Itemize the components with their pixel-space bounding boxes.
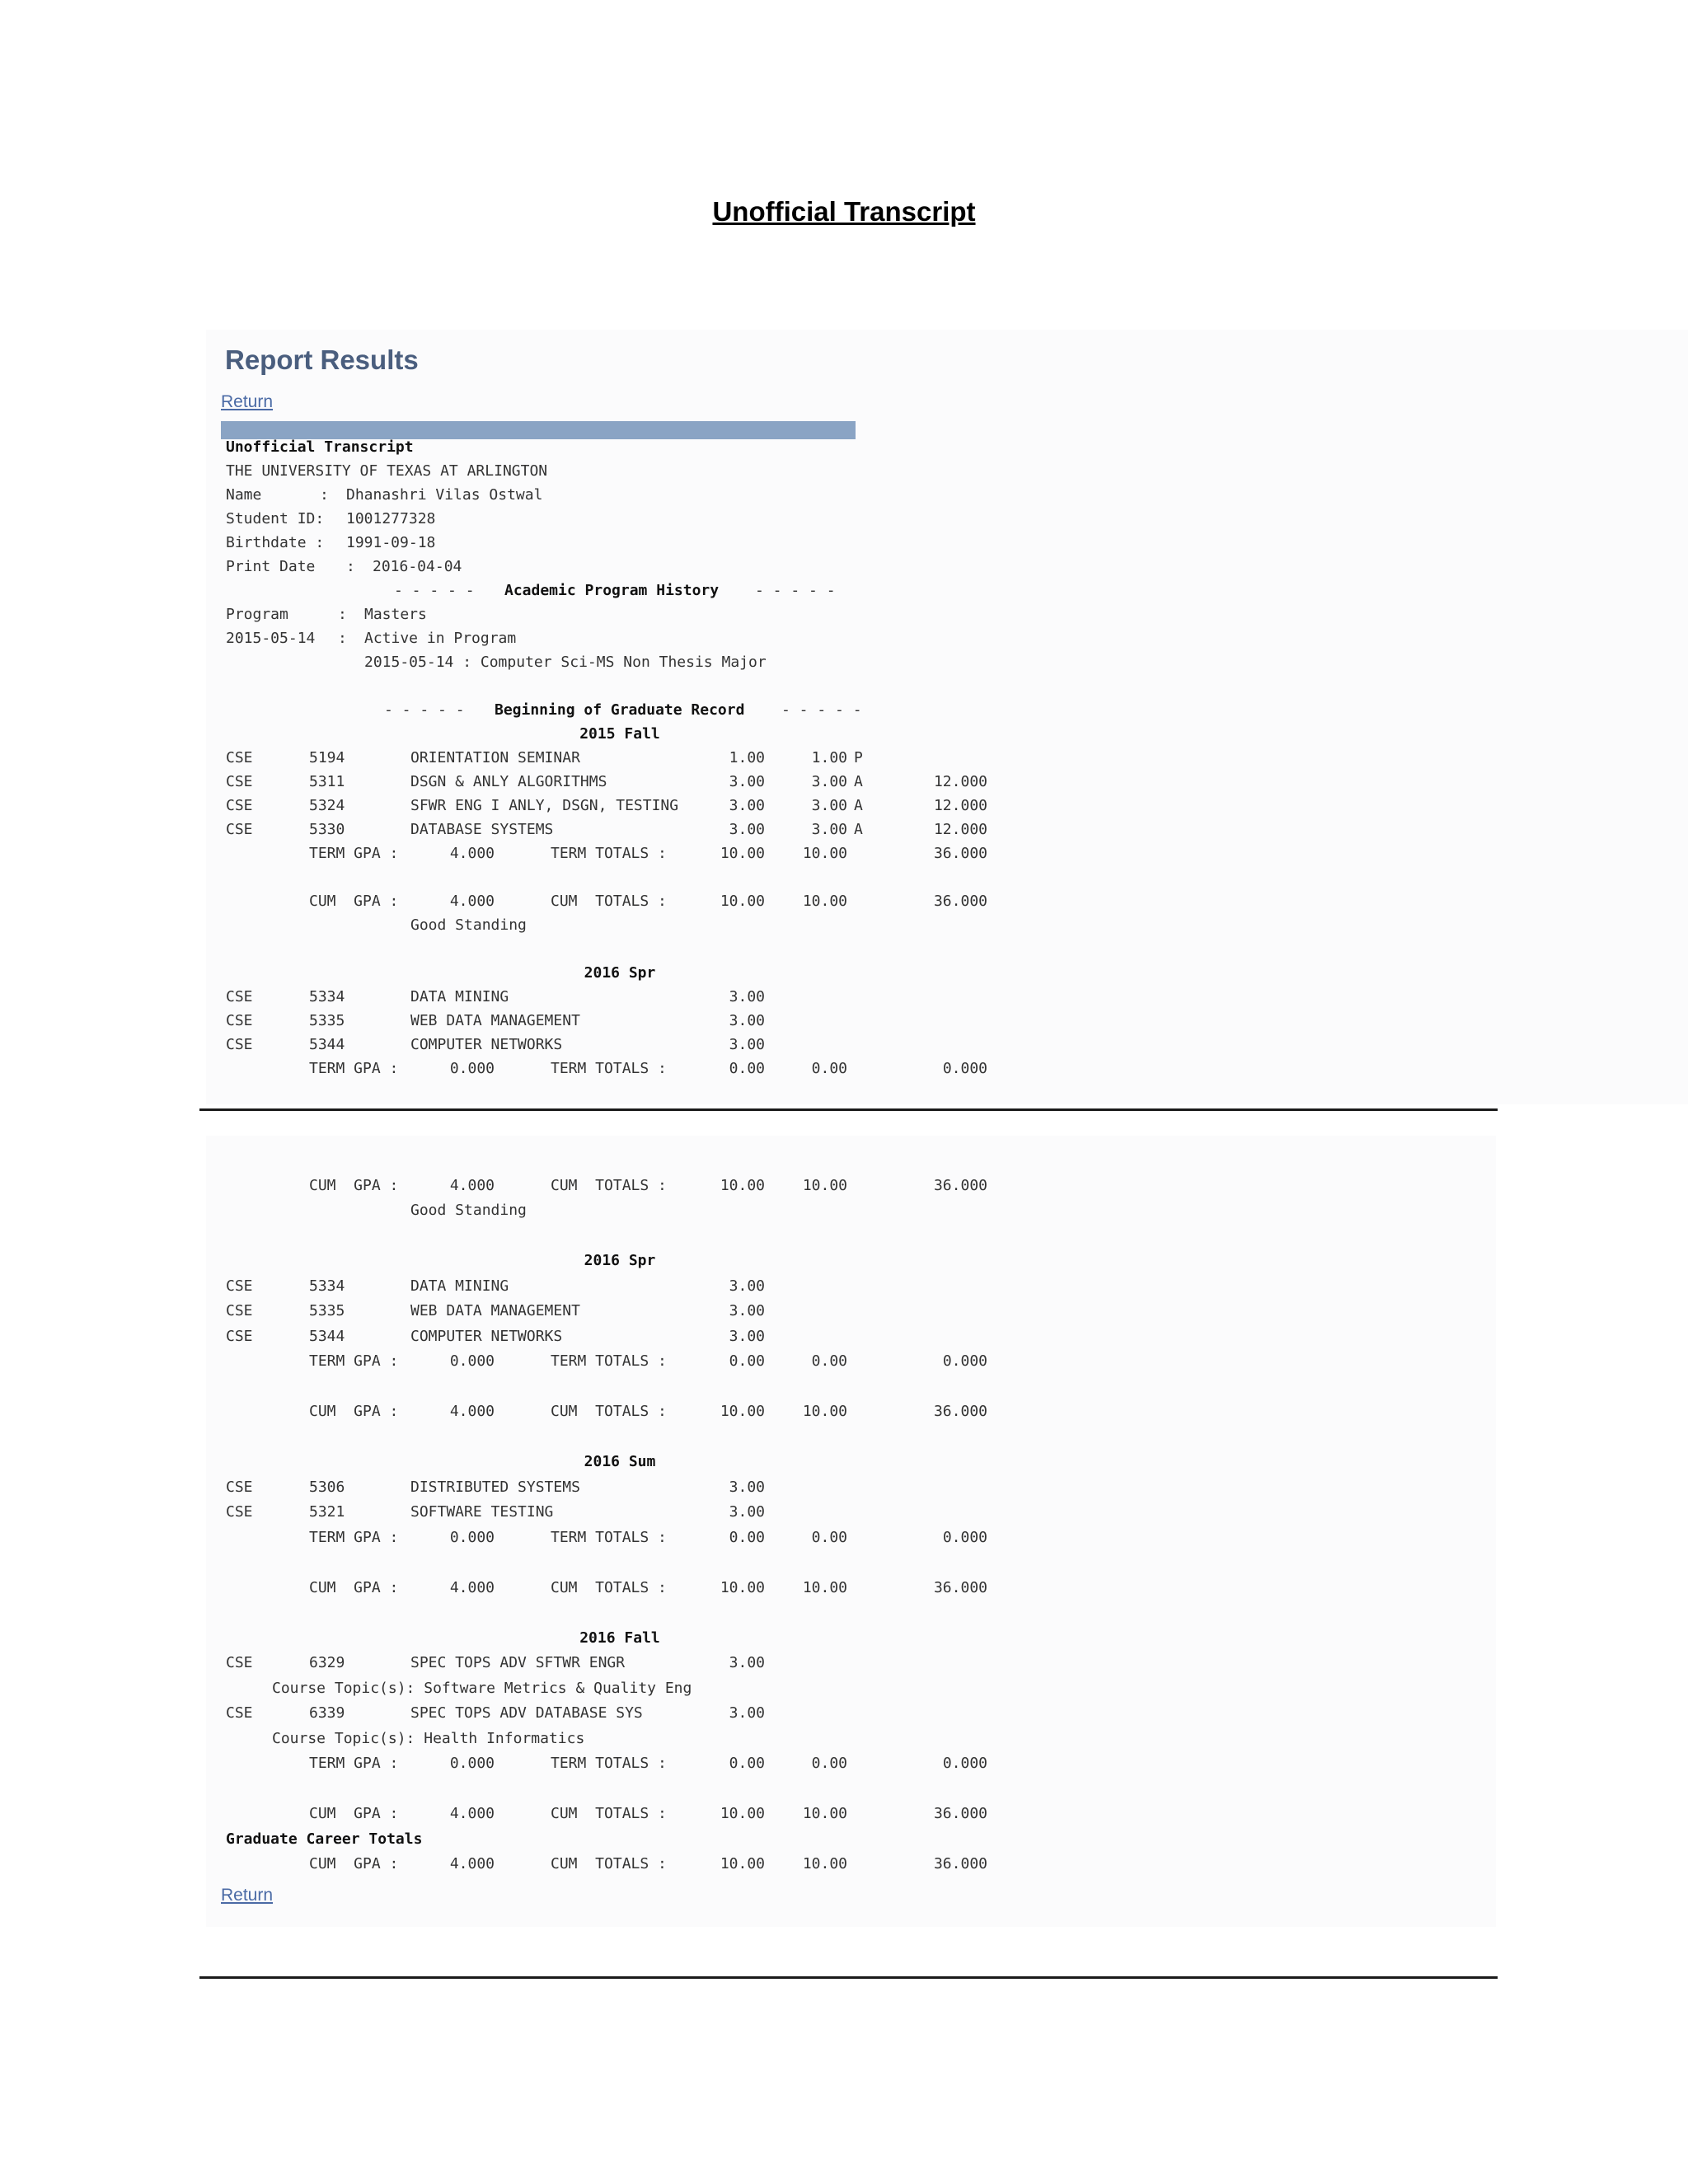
header-bar <box>221 421 856 439</box>
course-attempted: 3.00 <box>729 1036 765 1053</box>
term-heading: 2016 Fall <box>579 1629 660 1647</box>
course-number: 5344 <box>309 1327 345 1345</box>
course-attempted: 3.00 <box>729 773 765 790</box>
course-subject: CSE <box>226 1036 253 1053</box>
term-attempted-total: 0.00 <box>729 1352 765 1370</box>
cum-points-total: 36.000 <box>933 1578 987 1596</box>
name-value: Dhanashri Vilas Ostwal <box>346 486 543 504</box>
name-label: Name <box>226 486 262 504</box>
course-number: 5335 <box>309 1012 345 1029</box>
course-number: 5194 <box>309 749 345 766</box>
cum-attempted-total: 10.00 <box>720 1805 765 1822</box>
print-date-colon: : <box>346 558 355 575</box>
course-subject: CSE <box>226 821 253 838</box>
course-subject: CSE <box>226 797 253 814</box>
course-earned: 3.00 <box>811 821 847 838</box>
page-separator-bottom <box>199 1976 1498 1979</box>
course-title: DATA MINING <box>410 1277 509 1295</box>
cum-earned-total: 10.00 <box>802 1805 847 1822</box>
program-value: Masters <box>364 606 427 623</box>
course-attempted: 3.00 <box>729 1654 765 1671</box>
cum-gpa-value: 4.000 <box>449 1403 495 1420</box>
term-attempted-total: 0.00 <box>729 1755 765 1772</box>
course-grade: P <box>854 749 863 766</box>
course-number: 5321 <box>309 1503 345 1521</box>
cum-earned-total: 10.00 <box>802 1578 847 1596</box>
term-points-total: 0.000 <box>942 1352 987 1370</box>
cum-attempted-total: 10.00 <box>720 1403 765 1420</box>
good-standing: Good Standing <box>410 1202 527 1219</box>
transcript-heading: Unofficial Transcript <box>226 438 414 456</box>
program-status: Active in Program <box>364 630 517 647</box>
course-topic: Course Topic(s): Software Metrics & Quality Eng <box>272 1679 692 1697</box>
print-date-label: Print Date <box>226 558 316 575</box>
program-label: Program <box>226 606 288 623</box>
course-earned: 3.00 <box>811 797 847 814</box>
record-dashes-left: - - - - - <box>384 701 465 719</box>
course-subject: CSE <box>226 749 253 766</box>
term-totals-label: TERM TOTALS : <box>551 1352 667 1370</box>
course-attempted: 3.00 <box>729 821 765 838</box>
term-points-total: 0.000 <box>942 1060 987 1077</box>
term-gpa-label: TERM GPA : <box>309 845 399 862</box>
term-totals-label: TERM TOTALS : <box>551 845 667 862</box>
cum-gpa-label: CUM GPA : <box>309 1855 399 1872</box>
good-standing: Good Standing <box>410 916 527 934</box>
student-id-label: Student ID: <box>226 510 325 527</box>
term-gpa-value: 0.000 <box>449 1528 495 1546</box>
cum-attempted-total: 10.00 <box>720 1578 765 1596</box>
course-number: 6339 <box>309 1704 345 1722</box>
course-subject: CSE <box>226 1302 253 1319</box>
cum-points-total: 36.000 <box>933 1855 987 1872</box>
course-number: 6329 <box>309 1654 345 1671</box>
cum-points-total: 36.000 <box>933 1805 987 1822</box>
term-totals-label: TERM TOTALS : <box>551 1060 667 1077</box>
cum-earned-total: 10.00 <box>802 1177 847 1194</box>
term-gpa-label: TERM GPA : <box>309 1352 399 1370</box>
history-heading: Academic Program History <box>504 582 720 599</box>
term-earned-total: 0.00 <box>811 1528 847 1546</box>
cum-earned-total: 10.00 <box>802 893 847 910</box>
course-number: 5344 <box>309 1036 345 1053</box>
cum-gpa-label: CUM GPA : <box>309 1805 399 1822</box>
cum-points-total: 36.000 <box>933 1403 987 1420</box>
cum-gpa-label: CUM GPA : <box>309 1403 399 1420</box>
return-link-top[interactable]: Return <box>221 392 274 411</box>
record-dashes-right: - - - - - <box>781 701 862 719</box>
course-subject: CSE <box>226 1012 253 1029</box>
term-gpa-value: 0.000 <box>449 1755 495 1772</box>
course-title: SOFTWARE TESTING <box>410 1503 554 1521</box>
course-subject: CSE <box>226 1478 253 1496</box>
cum-attempted-total: 10.00 <box>720 1855 765 1872</box>
course-earned: 3.00 <box>811 773 847 790</box>
course-number: 5334 <box>309 988 345 1005</box>
term-points-total: 0.000 <box>942 1528 987 1546</box>
history-dashes-left: - - - - - <box>394 582 475 599</box>
university-name: THE UNIVERSITY OF TEXAS AT ARLINGTON <box>226 462 548 480</box>
course-subject: CSE <box>226 988 253 1005</box>
cum-gpa-label: CUM GPA : <box>309 893 399 910</box>
cum-gpa-value: 4.000 <box>449 1578 495 1596</box>
page-separator-top <box>199 1108 1498 1111</box>
term-heading: 2016 Spr <box>584 1252 656 1269</box>
course-points: 12.000 <box>933 797 987 814</box>
term-gpa-value: 0.000 <box>449 1352 495 1370</box>
course-subject: CSE <box>226 1503 253 1521</box>
course-attempted: 1.00 <box>729 749 765 766</box>
course-grade: A <box>854 797 863 814</box>
course-grade: A <box>854 773 863 790</box>
cum-totals-label: CUM TOTALS : <box>551 1855 667 1872</box>
term-earned-total: 0.00 <box>811 1352 847 1370</box>
course-title: SPEC TOPS ADV SFTWR ENGR <box>410 1654 626 1671</box>
term-totals-label: TERM TOTALS : <box>551 1755 667 1772</box>
course-attempted: 3.00 <box>729 1503 765 1521</box>
course-number: 5306 <box>309 1478 345 1496</box>
term-attempted-total: 0.00 <box>729 1528 765 1546</box>
cum-totals-label: CUM TOTALS : <box>551 1177 667 1194</box>
career-totals-heading: Graduate Career Totals <box>226 1830 423 1848</box>
course-title: COMPUTER NETWORKS <box>410 1327 563 1345</box>
course-subject: CSE <box>226 773 253 790</box>
cum-totals-label: CUM TOTALS : <box>551 1805 667 1822</box>
cum-points-total: 36.000 <box>933 893 987 910</box>
term-attempted-total: 0.00 <box>729 1060 765 1077</box>
cum-gpa-value: 4.000 <box>449 1177 495 1194</box>
cum-attempted-total: 10.00 <box>720 1177 765 1194</box>
course-title: COMPUTER NETWORKS <box>410 1036 563 1053</box>
term-heading: 2015 Fall <box>579 725 660 743</box>
cum-totals-label: CUM TOTALS : <box>551 893 667 910</box>
course-subject: CSE <box>226 1704 253 1722</box>
course-attempted: 3.00 <box>729 1704 765 1722</box>
course-subject: CSE <box>226 1277 253 1295</box>
course-title: DISTRIBUTED SYSTEMS <box>410 1478 580 1496</box>
report-title: Report Results <box>225 344 419 375</box>
course-attempted: 3.00 <box>729 1478 765 1496</box>
course-attempted: 3.00 <box>729 1302 765 1319</box>
course-title: DATABASE SYSTEMS <box>410 821 554 838</box>
cum-points-total: 36.000 <box>933 1177 987 1194</box>
term-points-total: 36.000 <box>933 845 987 862</box>
term-earned-total: 10.00 <box>802 845 847 862</box>
course-attempted: 3.00 <box>729 1327 765 1345</box>
course-points: 12.000 <box>933 821 987 838</box>
cum-earned-total: 10.00 <box>802 1403 847 1420</box>
term-earned-total: 0.00 <box>811 1755 847 1772</box>
term-totals-label: TERM TOTALS : <box>551 1528 667 1546</box>
birthdate-label: Birthdate : <box>226 534 325 551</box>
course-number: 5330 <box>309 821 345 838</box>
course-attempted: 3.00 <box>729 1012 765 1029</box>
return-link-bottom[interactable]: Return <box>221 1886 274 1905</box>
course-title: WEB DATA MANAGEMENT <box>410 1012 580 1029</box>
cum-totals-label: CUM TOTALS : <box>551 1403 667 1420</box>
term-gpa-label: TERM GPA : <box>309 1528 399 1546</box>
course-title: SPEC TOPS ADV DATABASE SYS <box>410 1704 643 1722</box>
birthdate-value: 1991-09-18 <box>346 534 436 551</box>
program-major: 2015-05-14 : Computer Sci-MS Non Thesis Major <box>364 654 767 671</box>
course-number: 5324 <box>309 797 345 814</box>
cum-gpa-value: 4.000 <box>449 1805 495 1822</box>
course-title: ORIENTATION SEMINAR <box>410 749 580 766</box>
course-attempted: 3.00 <box>729 797 765 814</box>
document-title: Unofficial Transcript <box>712 196 976 227</box>
cum-gpa-label: CUM GPA : <box>309 1177 399 1194</box>
course-subject: CSE <box>226 1654 253 1671</box>
course-title: SFWR ENG I ANLY, DSGN, TESTING <box>410 797 679 814</box>
program-colon: : <box>338 606 347 623</box>
term-gpa-label: TERM GPA : <box>309 1755 399 1772</box>
name-colon: : <box>320 486 329 504</box>
cum-earned-total: 10.00 <box>802 1855 847 1872</box>
course-grade: A <box>854 821 863 838</box>
program-date: 2015-05-14 <box>226 630 316 647</box>
course-subject: CSE <box>226 1327 253 1345</box>
program-date-colon: : <box>338 630 347 647</box>
student-id-value: 1001277328 <box>346 510 436 527</box>
course-attempted: 3.00 <box>729 988 765 1005</box>
course-title: DSGN & ANLY ALGORITHMS <box>410 773 607 790</box>
term-heading: 2016 Sum <box>584 1453 656 1470</box>
course-title: WEB DATA MANAGEMENT <box>410 1302 580 1319</box>
course-title: DATA MINING <box>410 988 509 1005</box>
course-attempted: 3.00 <box>729 1277 765 1295</box>
term-gpa-value: 0.000 <box>449 1060 495 1077</box>
history-dashes-right: - - - - - <box>755 582 836 599</box>
course-number: 5311 <box>309 773 345 790</box>
print-date-value: 2016-04-04 <box>373 558 462 575</box>
course-points: 12.000 <box>933 773 987 790</box>
record-heading: Beginning of Graduate Record <box>495 701 745 719</box>
course-earned: 1.00 <box>811 749 847 766</box>
term-heading: 2016 Spr <box>584 964 656 982</box>
course-number: 5335 <box>309 1302 345 1319</box>
course-number: 5334 <box>309 1277 345 1295</box>
term-points-total: 0.000 <box>942 1755 987 1772</box>
cum-gpa-value: 4.000 <box>449 1855 495 1872</box>
term-earned-total: 0.00 <box>811 1060 847 1077</box>
cum-totals-label: CUM TOTALS : <box>551 1578 667 1596</box>
cum-gpa-label: CUM GPA : <box>309 1578 399 1596</box>
cum-attempted-total: 10.00 <box>720 893 765 910</box>
cum-gpa-value: 4.000 <box>449 893 495 910</box>
course-topic: Course Topic(s): Health Informatics <box>272 1729 585 1747</box>
term-gpa-value: 4.000 <box>449 845 495 862</box>
term-attempted-total: 10.00 <box>720 845 765 862</box>
term-gpa-label: TERM GPA : <box>309 1060 399 1077</box>
